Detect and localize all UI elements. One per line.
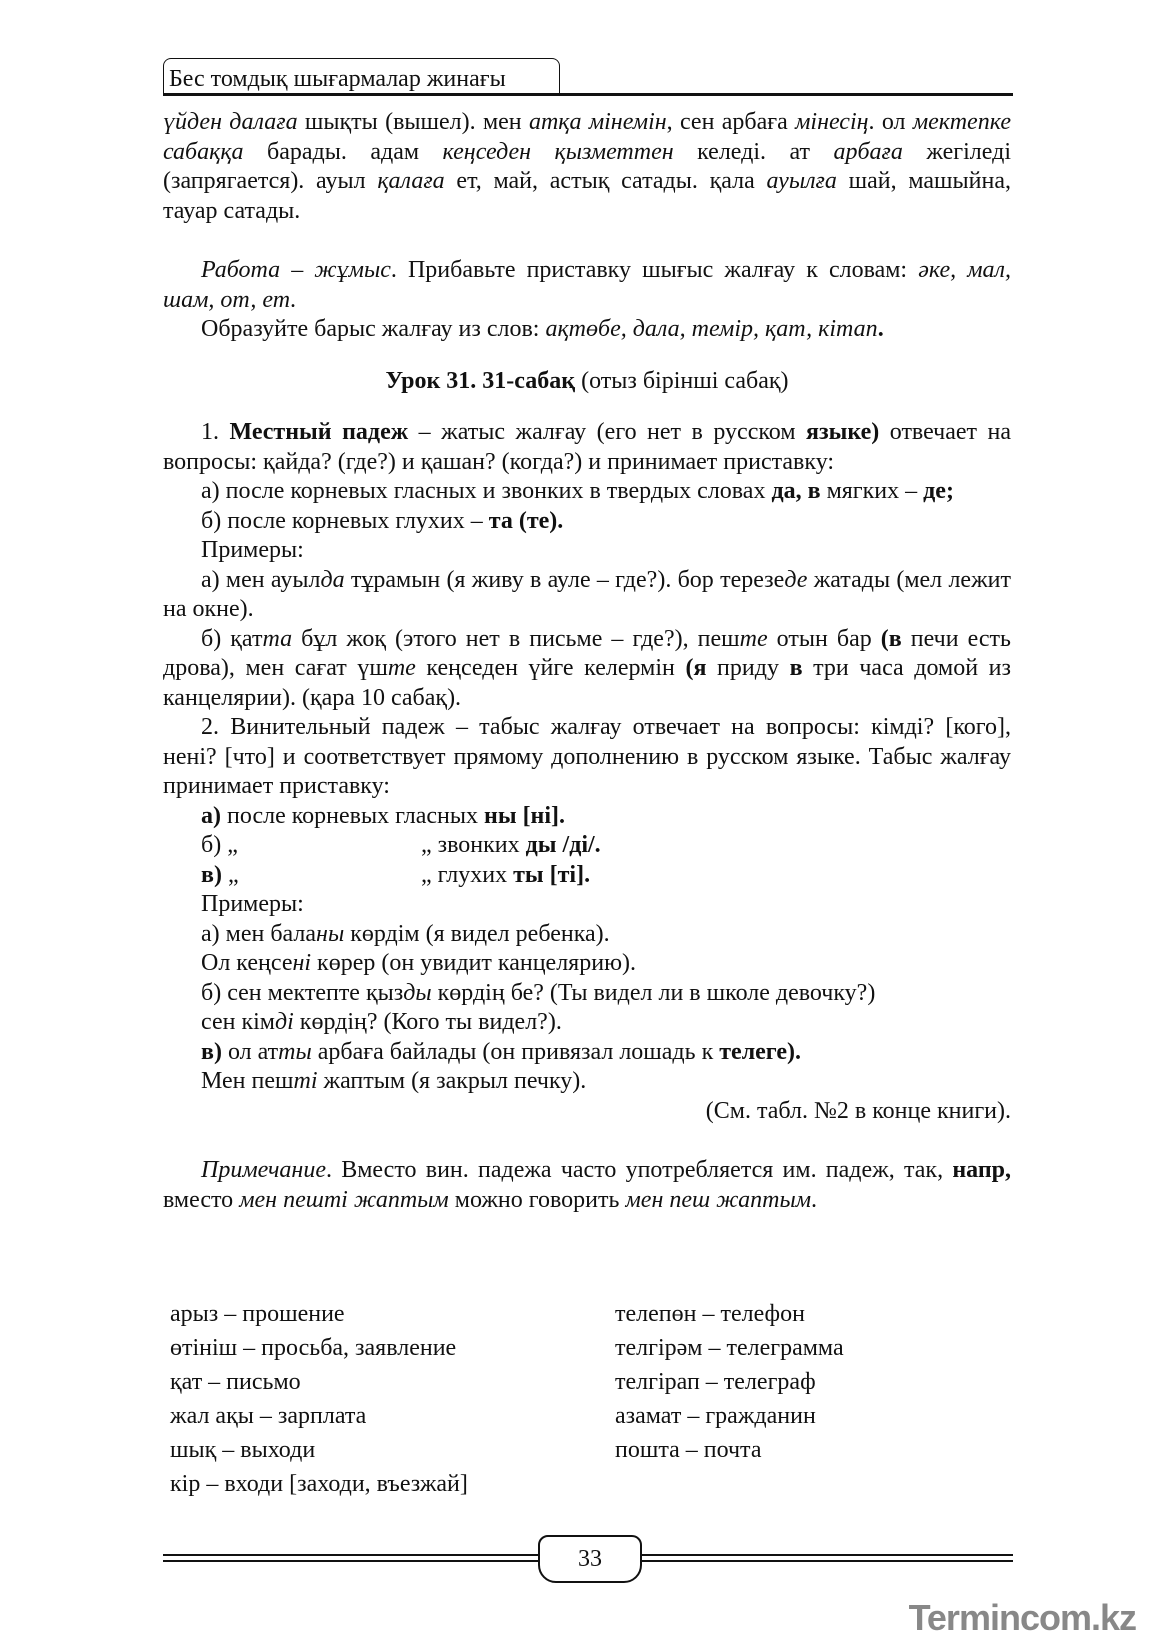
vocab-item: шық – выходи — [170, 1437, 316, 1463]
acc-rule-c: в) „ „ глухих ты [ті]. — [201, 861, 591, 888]
vocab-item: қат – письмо — [170, 1369, 301, 1395]
exercise-2: Образуйте барыс жалғау из слов: ақтөбе, дала, темір, қат, кітап. — [201, 316, 884, 342]
acc-example-5: в) ол атты арбаға байлады (он привязал лошадь к телеге). — [201, 1038, 802, 1065]
example-a: а) мен ауылда тұрамын (я живу в ауле – где?). бор терезеде жатады (мел лежит на окне). — [163, 566, 1011, 622]
acc-example-6: Мен пешті жаптым (я закрыл печку). — [201, 1068, 587, 1094]
example-b: б) қатта бұл жоқ (этого нет в письме – где?), пеште отын бар (в печи есть дрова), мен сағат үште кеңседен үйге келермін (я приду в три часа домой из канцелярии). (қара 10 сабақ). — [163, 625, 1011, 711]
acc-example-3: б) сен мектепте қызды көрдің бе? (Ты видел ли в школе девочку?) — [201, 979, 876, 1006]
vocab-item: жал ақы – зарплата — [170, 1403, 367, 1429]
table-reference: (См. табл. №2 в конце книги). — [705, 1097, 1011, 1124]
footer-rule-left-2 — [163, 1560, 538, 1562]
examples-label-2: Примеры: — [201, 891, 304, 917]
acc-example-2: Ол кеңсені көрер (он увидит канцелярию). — [201, 950, 636, 976]
acc-example-4: сен кімді көрдің? (Кого ты видел?). — [201, 1009, 562, 1035]
footer-rule-right — [642, 1554, 1013, 1556]
rule-b: б) после корневых глухих – та (те). — [201, 507, 564, 534]
note-paragraph: Примечание. Вместо вин. падежа часто употребляется им. падеж, так, напр, вместо мен пешті жаптым можно говорить мен пеш жаптым. — [163, 1157, 1011, 1213]
rule-locative: 1. Местный падеж – жатыс жалғау (его нет в русском языке) отвечает на вопросы: қайда? (где?) и қашан? (когда?) и принимает приставку: — [163, 419, 1012, 475]
vocabulary-column-left — [170, 1297, 468, 1501]
vocab-item: телгірап – телеграф — [615, 1369, 816, 1395]
exercise-1: Работа – жұмыс. Прибавьте приставку шығыс жалғау к словам: әке, мал, шам, от, ет. — [163, 257, 1012, 313]
rule-accusative: 2. Винительный падеж – табыс жалғау отвечает на вопросы: кімді? [кого], нені? [что] и соответствует прямому дополнению в русском языке. Табыс жалғау принимает приставку: — [163, 714, 1011, 799]
running-header — [163, 58, 1013, 96]
watermark-logo: Termincom.kz — [908, 1597, 1136, 1638]
vocab-item: пошта – почта — [615, 1437, 762, 1463]
vocab-item: өтініш – просьба, заявление — [170, 1335, 457, 1361]
acc-rule-b: б) „ „ звонких ды /ді/. — [201, 832, 601, 858]
rule-a: а) после корневых гласных и звонких в твердых словах да, в мягких – де; — [201, 478, 954, 504]
vocab-item: телгірәм – телеграмма — [615, 1335, 844, 1361]
examples-label: Примеры: — [201, 537, 304, 563]
header-rule — [163, 93, 1013, 96]
page-footer — [163, 1535, 1013, 1585]
vocabulary-column-right — [615, 1297, 844, 1467]
acc-rule-a: а) после корневых гласных ны [ні]. — [201, 802, 566, 829]
book-title: Бес томдық шығармалар жинағы — [169, 66, 506, 92]
vocab-item: кір – входи [заходи, въезжай] — [170, 1471, 468, 1497]
vocab-item: арыз – прошение — [170, 1301, 345, 1327]
vocab-item: азамат – гражданин — [615, 1403, 816, 1429]
paragraph-1: үйден далаға шықты (вышел). мен атқа мінемін, сен арбаға мінесің. ол мектепке сабаққа барады. адам кеңседен қызметтен келеді. ат арбаға жегіледі (запрягается). ауыл қалаға ет, май, астық сатады. қала ауылға шай, машыйна, тауар сатады. — [163, 109, 1011, 224]
footer-rule-right-2 — [642, 1560, 1013, 1562]
page-body — [163, 108, 1011, 1215]
vocab-item: телепөн – телефон — [615, 1301, 805, 1327]
lesson-heading: Урок 31. 31-сабақ (отыз бірінші сабақ) — [385, 367, 789, 394]
page-number: 33 — [538, 1535, 642, 1583]
footer-rule-left — [163, 1554, 538, 1556]
acc-example-1: а) мен баланы көрдім (я видел ребенка). — [201, 920, 610, 947]
